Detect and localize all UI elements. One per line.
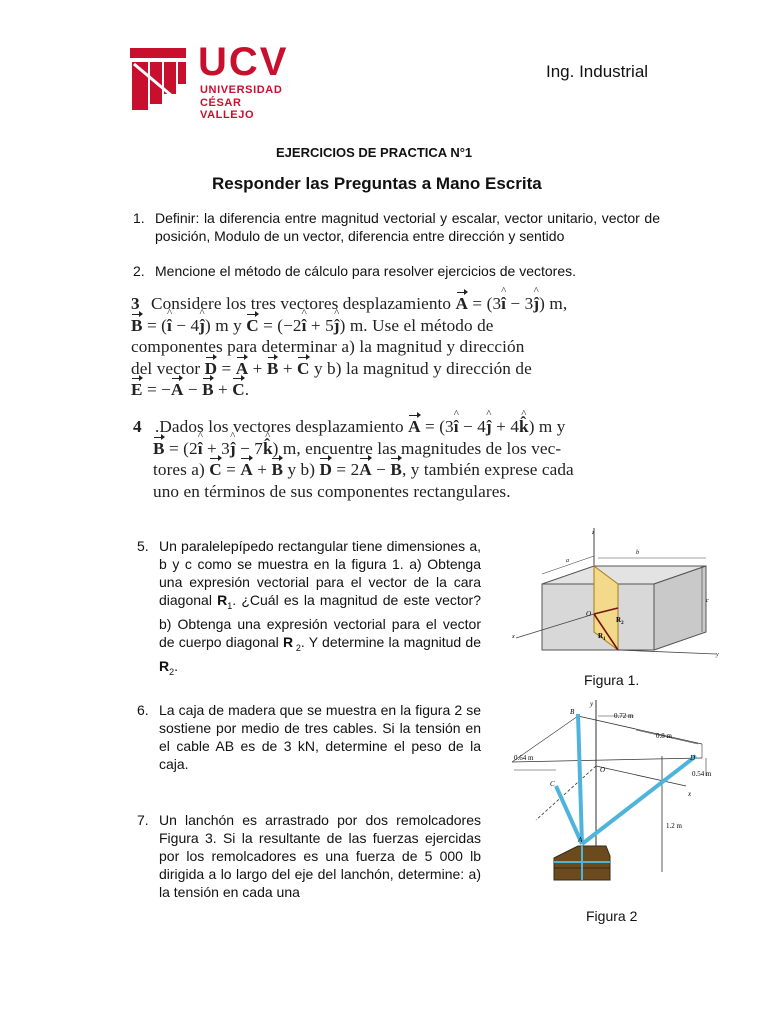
fig1-label-b: b [636,550,639,556]
fig2-label-c: C [550,780,555,788]
fig2-label-o: O [600,766,606,774]
r2-subscript-2: 2 [169,666,175,677]
question-2-text: Mencione el método de cálculo para resolver ejercicios de vectores. [155,263,576,279]
question-4-number: 4 [133,417,142,436]
logo-line1: UNIVERSIDAD [200,84,283,96]
fig1-label-a: a [566,558,569,564]
question-5-part3: . Y determine la magnitud de [300,633,481,650]
fig2-label-y: y [590,700,594,708]
r1-subscript: 1 [227,600,233,611]
question-4: 4 .Dados los vectores desplazamiento A = (3^ î − 4^ ĵ + 4^ k̂) m y B = (2^ î + 3^ ĵ − 7^ k̂) m, encuentre las magnitudes de los vec- tores a) C = A + B y b) D = 2A − B, y también exprese cada uno en términos de sus componentes rectangulares. [133,416,663,502]
logo-line2: CÉSAR VALLEJO [200,97,255,121]
figure-1-caption: Figura 1. [584,672,640,688]
question-1-text: Definir: la diferencia entre magnitud vectorial y escalar, vector unitario, vector de posición, Modulo de un vector, diferencia entre dirección y sentido [155,210,660,244]
fig2-label-054: 0.54 m [692,770,712,778]
fig2-label-072: 0.72 m [614,712,634,720]
fig2-label-08: 0.8 m [656,732,672,740]
fig1-label-z: z [592,530,595,536]
fig2-label-a: A [578,836,583,844]
fig1-label-y: y [716,652,719,658]
figure-1 [506,526,728,658]
fig1-label-c: c [706,598,709,604]
fig1-label-r1: $R_1$ [598,632,606,642]
ucv-shield-icon [128,44,188,112]
question-3-number: 3 [131,294,140,313]
question-5-part2: . ¿Cuál es la magnitud de este vector? b) Obtenga una expresión vectorial para el vector de cuerpo diagonal [159,592,481,650]
fig1-label-o: O [586,610,592,618]
r2-symbol: R [282,633,294,650]
figure-2-caption: Figura 2 [586,908,638,924]
question-6-number: 6. [137,702,149,718]
question-7-text: Un lanchón es arrastrado por dos remolcadores Figura 3. Si la resultante de las fuerzas ejercidas por los remolcadores es una fuerza de 5 000 lb dirigida a lo largo del eje del lanchón, determine: a) la tensión en cada una [159,812,481,900]
document-subtitle: Responder las Preguntas a Mano Escrita [212,174,542,193]
question-5-part1: Un paralelepípedo rectangular tiene dimensiones a, b y c como se muestra en la figura 1. a) Obtenga una expresión vectorial para el vector de la cara diagonal [159,538,481,608]
parallelepiped-diagram [506,526,728,658]
question-5-text [159,537,481,680]
question-2-number: 2. [133,263,145,279]
document-title: EJERCICIOS DE PRACTICA N°1 [276,145,473,160]
fig2-label-d: D [690,754,696,762]
question-7-number: 7. [137,812,149,828]
question-5-number: 5. [137,538,149,554]
fig2-label-12: 1.2 m [666,822,682,830]
r2-symbol-2: R [159,657,170,674]
figure-2 [506,696,728,902]
logo-letters: UCV [198,40,289,84]
fig2-label-x: x [688,790,692,798]
question-1 [133,209,660,263]
r1-symbol: R [217,592,228,608]
fig2-label-064: 0.64 m [514,754,534,762]
question-5-part4: . [174,657,179,674]
r2-subscript: 2 [293,642,301,653]
question-1-number: 1. [133,210,145,226]
university-logo [128,40,298,121]
fig2-label-b: B [570,708,575,716]
question-3: 3 Considere los tres vectores desplazamiento A = (3^ î − 3^ ĵ) m, B = (^ î − 4^ ĵ) m y C = (−2^ î + 5^ ĵ) m. Use el método de componentes para determinar a) la magnitud y dirección del vector D = A + B + C y b) la magnitud y dirección de E = −A − B + C. [131,293,661,401]
fig1-label-r2: $R_2$ [616,616,624,626]
crate-cables-diagram [506,696,728,902]
question-2 [133,262,660,280]
fig1-label-x: x [512,634,515,640]
question-6-text: La caja de madera que se muestra en la figura 2 se sostiene por medio de tres cables. Si la tensión en el cable AB es de 3 kN, determine el peso de la caja. [159,702,481,772]
department-label: Ing. Industrial [546,62,649,81]
